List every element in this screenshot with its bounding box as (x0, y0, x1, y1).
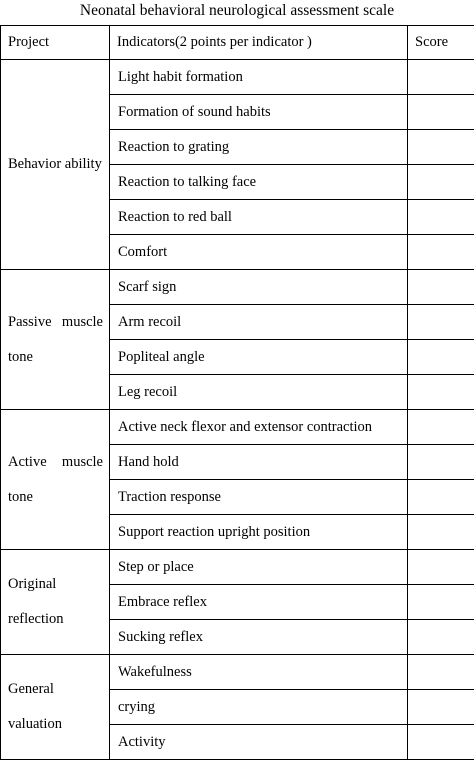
indicator-cell: Wakefulness (110, 655, 408, 690)
score-cell (408, 445, 474, 480)
indicator-cell: Reaction to grating (110, 130, 408, 165)
project-column-header: Project (1, 26, 110, 60)
score-column-header: Score (408, 26, 474, 60)
score-cell (408, 95, 474, 130)
score-cell (408, 620, 474, 655)
assessment-table (0, 25, 474, 760)
score-cell (408, 340, 474, 375)
score-cell (408, 480, 474, 515)
score-cell (408, 410, 474, 445)
indicator-cell: Activity (110, 725, 408, 760)
indicator-cell: Arm recoil (110, 305, 408, 340)
indicator-cell: Sucking reflex (110, 620, 408, 655)
indicator-cell: Reaction to red ball (110, 200, 408, 235)
score-cell (408, 655, 474, 690)
score-cell (408, 690, 474, 725)
header-row (1, 26, 474, 60)
project-cell: General valuation (1, 655, 110, 760)
project-cell: Active muscle tone (1, 410, 110, 550)
indicator-cell: Scarf sign (110, 270, 408, 305)
score-cell (408, 200, 474, 235)
indicator-cell: Light habit formation (110, 60, 408, 95)
score-cell (408, 235, 474, 270)
indicator-cell: Active neck flexor and extensor contraction (110, 410, 408, 445)
indicator-cell: Traction response (110, 480, 408, 515)
indicator-cell: Step or place (110, 550, 408, 585)
indicator-cell: crying (110, 690, 408, 725)
page-title: Neonatal behavioral neurological assessment scale (79, 2, 395, 19)
score-cell (408, 375, 474, 410)
score-cell (408, 270, 474, 305)
indicator-cell: Popliteal angle (110, 340, 408, 375)
project-cell: Original reflection (1, 550, 110, 655)
indicator-cell: Embrace reflex (110, 585, 408, 620)
project-cell: Passive muscle tone (1, 270, 110, 410)
score-cell (408, 165, 474, 200)
indicator-cell: Formation of sound habits (110, 95, 408, 130)
score-cell (408, 725, 474, 760)
indicator-cell: Hand hold (110, 445, 408, 480)
table-row (1, 655, 474, 690)
table-row (1, 410, 474, 445)
score-cell (408, 130, 474, 165)
indicator-cell: Leg recoil (110, 375, 408, 410)
score-cell (408, 60, 474, 95)
indicators-column-header: Indicators(2 points per indicator ) (110, 26, 408, 60)
score-cell (408, 585, 474, 620)
score-cell (408, 515, 474, 550)
score-cell (408, 305, 474, 340)
project-cell: Behavior ability (1, 60, 110, 270)
indicator-cell: Reaction to talking face (110, 165, 408, 200)
table-row (1, 550, 474, 585)
indicator-cell: Comfort (110, 235, 408, 270)
table-row (1, 270, 474, 305)
score-cell (408, 550, 474, 585)
indicator-cell: Support reaction upright position (110, 515, 408, 550)
table-row (1, 60, 474, 95)
table-body (1, 60, 474, 760)
